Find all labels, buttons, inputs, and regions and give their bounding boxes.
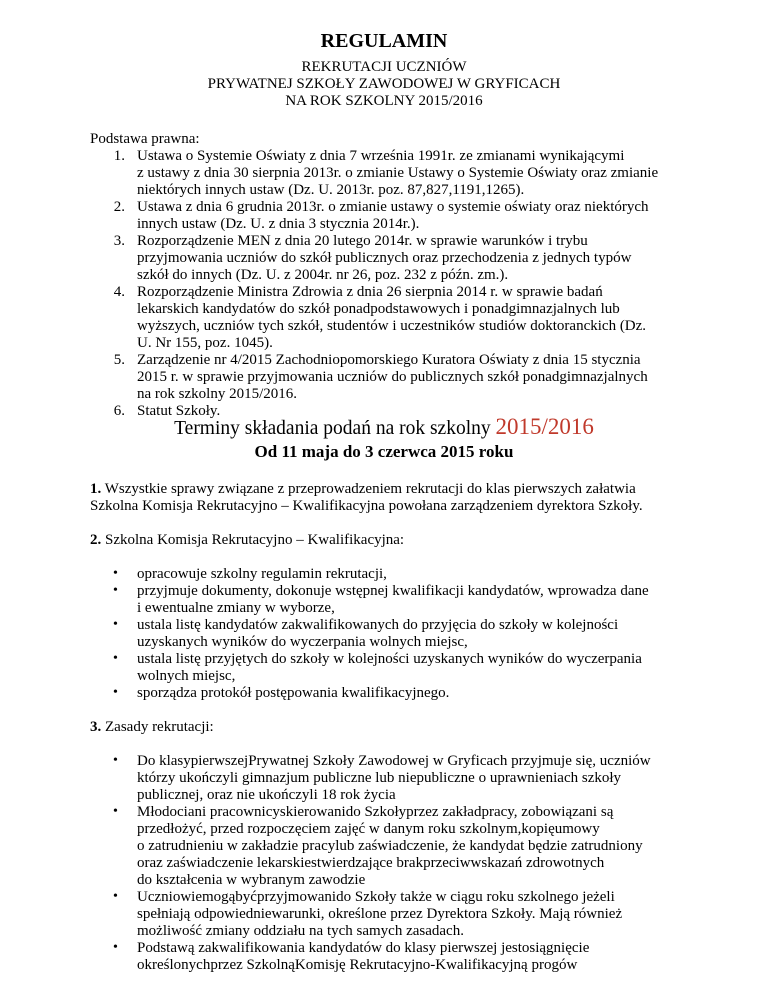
legal-item-line: Statut Szkoły. bbox=[137, 403, 221, 419]
list-item-line: przedłożyć, przed rozpoczęciem zajęć w danym roku szkolnym,kopięumowy bbox=[137, 821, 600, 837]
bullet-icon: • bbox=[113, 685, 118, 700]
bullet-icon: • bbox=[113, 804, 118, 819]
list-item-line: przyjmuje dokumenty, dokonuje wstępnej kwalifikacji kandydatów, wprowadza dane bbox=[137, 583, 649, 599]
list-item-line: uzyskanych wyników do wyczerpania wolnych miejsc, bbox=[137, 634, 468, 650]
list-item-line: do kształcenia w wybranym zawodzie bbox=[137, 872, 366, 888]
terms-heading-text: Terminy składania podań na rok szkolny bbox=[174, 418, 496, 439]
legal-item-line: Ustawa z dnia 6 grudnia 2013r. o zmianie ustawy o systemie oświaty oraz niektórych bbox=[137, 199, 649, 215]
list-item-line: spełniają odpowiedniewarunki, określone przez Dyrektora Szkoły. Mają również bbox=[137, 906, 623, 922]
legal-item-number: 2. bbox=[113, 199, 125, 215]
legal-item-line: przyjmowania uczniów do szkół publicznych oraz przechodzenia z jednych typów bbox=[137, 250, 632, 266]
legal-item-line: niektórych innych ustaw (Dz. U. 2013r. poz. 87,827,1191,1265). bbox=[137, 182, 525, 198]
list-item-line: ustala listę przyjętych do szkoły w kolejności uzyskanych wyników do wyczerpania bbox=[137, 651, 642, 667]
bullet-icon: • bbox=[113, 583, 118, 598]
section-1-text: Wszystkie sprawy związane z przeprowadzeniem rekrutacji do klas pierwszych załatwia bbox=[101, 481, 636, 497]
subtitle-line-2: PRYWATNEJ SZKOŁY ZAWODOWEJ W GRYFICACH bbox=[207, 76, 561, 92]
list-item-line: opracowuje szkolny regulamin rekrutacji, bbox=[137, 566, 387, 582]
section-1-line-2: Szkolna Komisja Rekrutacyjno – Kwalifikacyjna powołana zarządzeniem dyrektora Szkoły. bbox=[90, 498, 643, 514]
list-item-line: i ewentualne zmiany w wyborze, bbox=[137, 600, 335, 616]
legal-item-line: Rozporządzenie Ministra Zdrowia z dnia 26 sierpnia 2014 r. w sprawie badań bbox=[137, 284, 603, 300]
list-item-line: o zatrudnieniu w zakładzie pracylub zaświadczenie, że kandydat będzie zatrudniony bbox=[137, 838, 643, 854]
terms-heading bbox=[0, 414, 768, 440]
subtitle-line-3: NA ROK SZKOLNY 2015/2016 bbox=[285, 93, 483, 109]
section-2-number: 2. bbox=[90, 532, 102, 548]
legal-item-number: 4. bbox=[113, 284, 125, 300]
list-item-line: wolnych miejsc, bbox=[137, 668, 236, 684]
legal-item-number: 3. bbox=[113, 233, 125, 249]
legal-item-line: na rok szkolny 2015/2016. bbox=[137, 386, 297, 402]
list-item-line: ustala listę kandydatów zakwalifikowanych do przyjęcia do szkoły w kolejności bbox=[137, 617, 619, 633]
bullet-icon: • bbox=[113, 566, 118, 581]
section-3-heading-text: Zasady rekrutacji: bbox=[101, 719, 214, 735]
subtitle-line-1: REKRUTACJI UCZNIÓW bbox=[301, 59, 467, 75]
bullet-icon: • bbox=[113, 617, 118, 632]
legal-item-line: wyższych, uczniów tych szkół, studentów i uczestników studiów doktoranckich (Dz. bbox=[137, 318, 647, 334]
list-item-line: Podstawą zakwalifikowania kandydatów do klasy pierwszej jestosiągnięcie bbox=[137, 940, 590, 956]
bullet-icon: • bbox=[113, 940, 118, 955]
legal-item-line: Ustawa o Systemie Oświaty z dnia 7 września 1991r. ze zmianami wynikającymi bbox=[137, 148, 625, 164]
section-1-line-1 bbox=[90, 481, 636, 498]
list-item-line: publicznej, oraz nie ukończyli 18 rok życia bbox=[137, 787, 396, 803]
list-item-line: sporządza protokół postępowania kwalifikacyjnego. bbox=[137, 685, 450, 701]
legal-item-number: 5. bbox=[113, 352, 125, 368]
bullet-icon: • bbox=[113, 889, 118, 904]
legal-item-line: innych ustaw (Dz. U. z dnia 3 stycznia 2014r.). bbox=[137, 216, 420, 232]
legal-item-line: U. Nr 155, poz. 1045). bbox=[137, 335, 273, 351]
legal-item-line: szkół do innych (Dz. U. z 2004r. nr 26, poz. 232 z późn. zm.). bbox=[137, 267, 509, 283]
section-2-heading-text: Szkolna Komisja Rekrutacyjno – Kwalifikacyjna: bbox=[101, 532, 405, 548]
section-3-number: 3. bbox=[90, 719, 102, 735]
list-item-line: Młodociani pracownicyskierowanido Szkołyprzez zakładpracy, zobowiązani są bbox=[137, 804, 614, 820]
bullet-icon: • bbox=[113, 753, 118, 768]
list-item-line: Uczniowiemogąbyćprzyjmowanido Szkoły także w ciągu roku szkolnego jeżeli bbox=[137, 889, 615, 905]
legal-item-line: 2015 r. w sprawie przyjmowania uczniów do publicznych szkół ponadgimnazjalnych bbox=[137, 369, 648, 385]
list-item-line: oraz zaświadczenie lekarskiestwierdzające brakprzeciwwskazań zdrowotnych bbox=[137, 855, 605, 871]
terms-heading-year: 2015/2016 bbox=[495, 414, 594, 439]
list-item-line: którzy ukończyli gimnazjum publiczne lub niepubliczne o uprawnieniach szkoły bbox=[137, 770, 622, 786]
legal-item-line: Zarządzenie nr 4/2015 Zachodniopomorskiego Kuratora Oświaty z dnia 15 stycznia bbox=[137, 352, 641, 368]
section-1-number: 1. bbox=[90, 481, 102, 497]
list-item-line: możliwość zmiany oddziału na tych samych zasadach. bbox=[137, 923, 464, 939]
section-3-heading bbox=[90, 719, 214, 736]
terms-dates: Od 11 maja do 3 czerwca 2015 roku bbox=[254, 442, 514, 461]
list-item-line: Do klasypierwszejPrywatnej Szkoły Zawodowej w Gryficach przyjmuje się, uczniów bbox=[137, 753, 651, 769]
legal-item-number: 6. bbox=[113, 403, 125, 419]
list-item-line: określonychprzez SzkolnąKomisję Rekrutacyjno-Kwalifikacyjną progów bbox=[137, 957, 578, 973]
bullet-icon: • bbox=[113, 651, 118, 666]
section-2-heading bbox=[90, 532, 404, 549]
legal-item-line: lekarskich kandydatów do szkół ponadpodstawowych i ponadgimnazjalnych lub bbox=[137, 301, 620, 317]
legal-basis-label: Podstawa prawna: bbox=[90, 131, 200, 147]
legal-item-number: 1. bbox=[113, 148, 125, 164]
legal-item-line: z ustawy z dnia 30 sierpnia 2013r. o zmianie Ustawy o Systemie Oświaty oraz zmianie bbox=[137, 165, 659, 181]
legal-item-line: Rozporządzenie MEN z dnia 20 lutego 2014r. w sprawie warunków i trybu bbox=[137, 233, 588, 249]
document-title: REGULAMIN bbox=[320, 30, 448, 52]
